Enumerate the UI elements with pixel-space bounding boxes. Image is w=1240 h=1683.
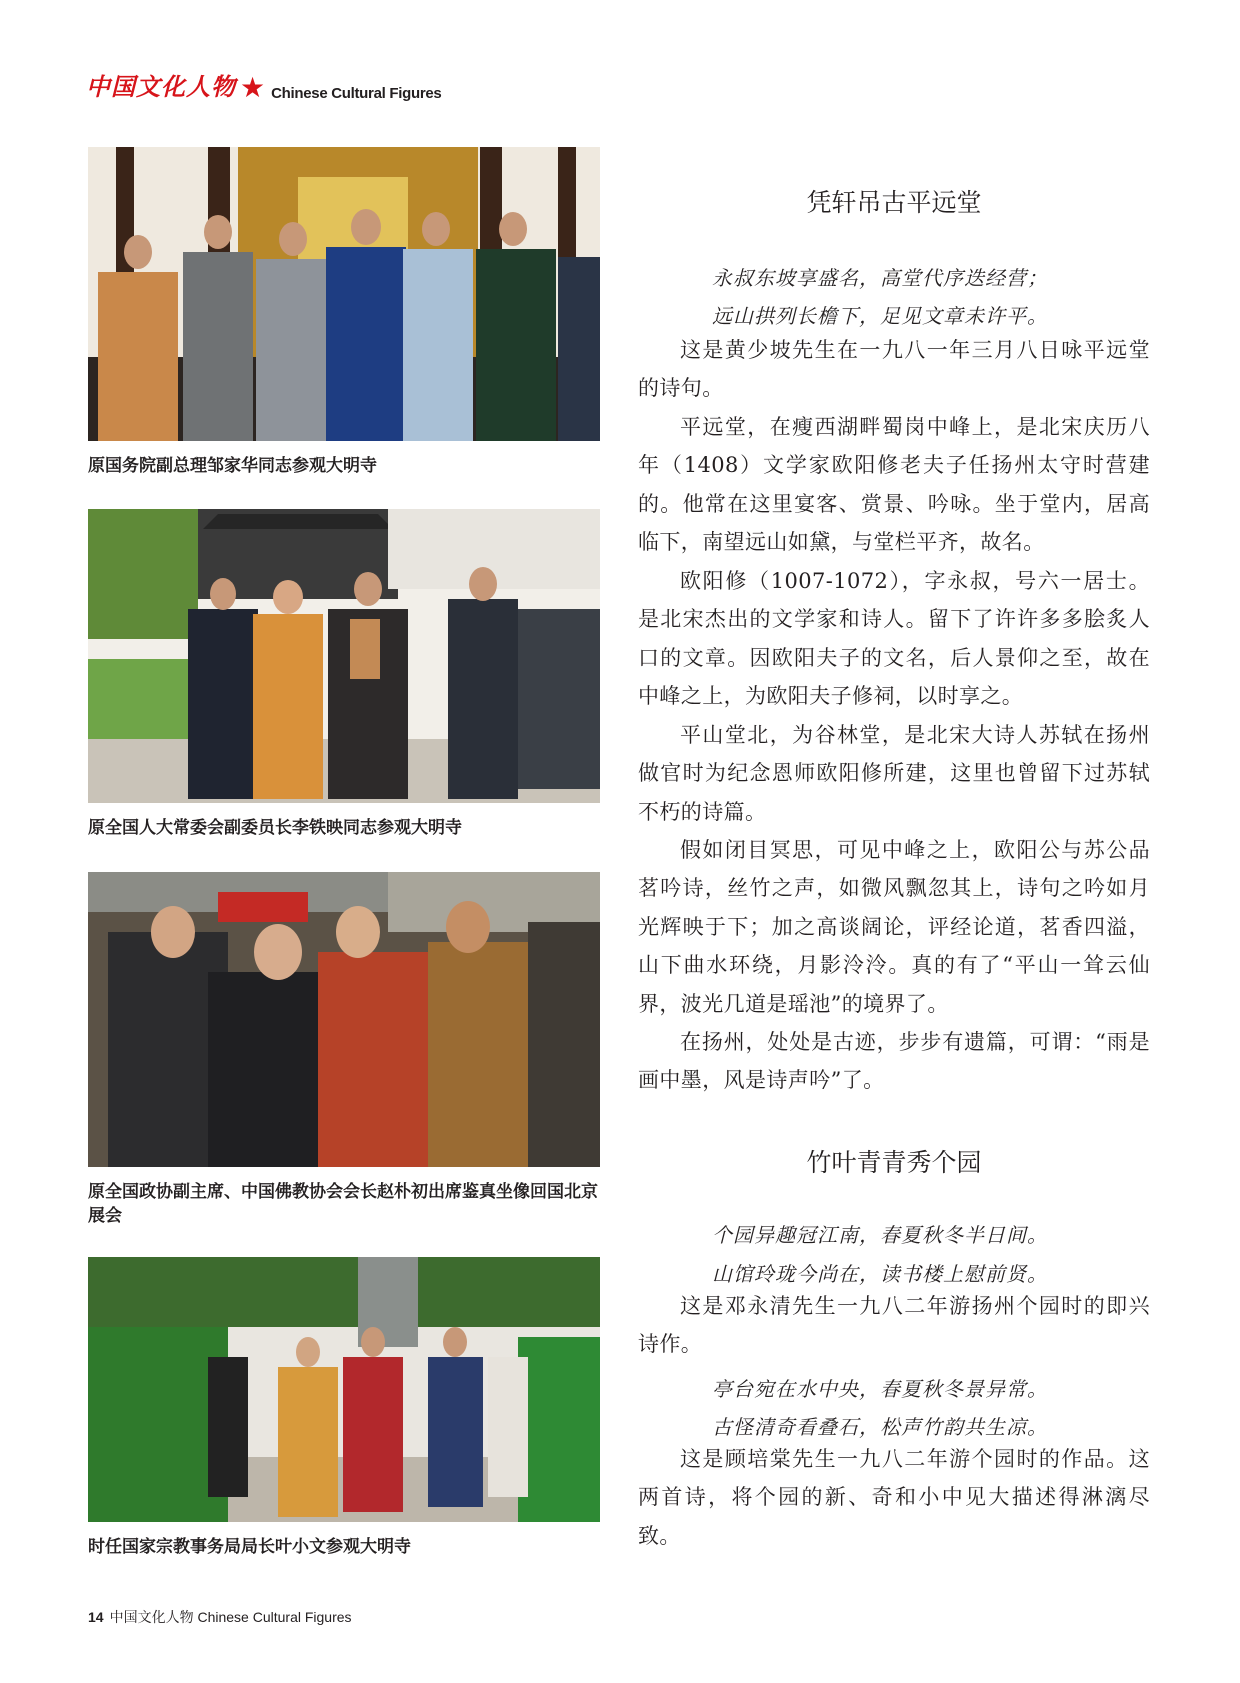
photo-ye-xiaowen (88, 1257, 600, 1522)
paragraph: 平山堂北，为谷林堂，是北宋大诗人苏轼在扬州做官时为纪念恩师欧阳修所建，这里也曾留下过苏轼不朽的诗篇。 (638, 723, 1150, 824)
photo-zhao-puchu (88, 872, 600, 1167)
poem-line: 远山拱列长檐下，足见文章未许平。 (712, 304, 1048, 328)
paragraph: 这是黄少坡先生在一九八一年三月八日咏平远堂的诗句。 (638, 338, 1150, 401)
paragraph: 假如闭目冥思，可见中峰之上，欧阳公与苏公品茗吟诗，丝竹之声，如微风飘忽其上，诗句之吟如月光辉映于下；加之高谈阔论，评经论道，茗香四溢，山下曲水环绕，月影泠泠。真的有了“平山一耸云仙界，波光几道是瑶池”的境界了。 (638, 838, 1150, 1016)
poem-line: 古怪清奇看叠石，松声竹韵共生凉。 (712, 1415, 1048, 1439)
paragraph: 这是邓永清先生一九八二年游扬州个园时的即兴诗作。 (638, 1294, 1150, 1357)
section-title: 竹叶青青秀个园 (806, 1148, 982, 1177)
paragraph: 欧阳修（1007-1072），字永叔，号六一居士。是北宋杰出的文学家和诗人。留下了许许多多脍炙人口的文章。因欧阳夫子的文名，后人景仰之至，故在中峰之上，为欧阳夫子修祠，以时享之。 (638, 569, 1150, 709)
paragraph: 在扬州，处处是古迹，步步有遗篇，可谓：“雨是画中墨，风是诗声吟”了。 (638, 1030, 1150, 1093)
poem-line: 亭台宛在水中央，春夏秋冬景异常。 (712, 1377, 1048, 1401)
poem-line: 永叔东坡享盛名，高堂代序迭经营； (712, 266, 1048, 290)
poem-line: 个园异趣冠江南，春夏秋冬半日间。 (712, 1223, 1048, 1247)
photo-caption: 时任国家宗教事务局局长叶小文参观大明寺 (88, 1537, 411, 1556)
page-footer (88, 1607, 352, 1627)
photo-caption: 原全国人大常委会副委员长李铁映同志参观大明寺 (88, 818, 462, 837)
photo-caption: 原全国政协副主席、中国佛教协会会长赵朴初出席鉴真坐像回国北京展会 (88, 1182, 598, 1225)
photo-pavilion-visit (88, 509, 600, 803)
masthead (86, 70, 441, 102)
photo-temple-group (88, 147, 600, 441)
photo-caption: 原国务院副总理邹家华同志参观大明寺 (88, 456, 377, 475)
red-star-icon: ★ (240, 71, 266, 104)
magazine-title-cn: 中国文化人物 (86, 72, 236, 101)
poem-line: 山馆玲珑今尚在，读书楼上慰前贤。 (712, 1262, 1048, 1286)
footer-text: 中国文化人物 Chinese Cultural Figures (109, 1609, 352, 1625)
paragraph: 平远堂，在瘦西湖畔蜀岗中峰上，是北宋庆历八年（1408）文学家欧阳修老夫子任扬州太守时营建的。他常在这里宴客、赏景、吟咏。坐于堂内，居高临下，南望远山如黛，与堂栏平齐，故名。 (638, 415, 1150, 555)
magazine-title-en: Chinese Cultural Figures (271, 85, 442, 102)
page-number: 14 (88, 1609, 104, 1625)
section-title: 凭轩吊古平远堂 (806, 188, 982, 217)
paragraph: 这是顾培棠先生一九八二年游个园时的作品。这两首诗，将个园的新、奇和小中见大描述得淋漓尽致。 (638, 1447, 1150, 1548)
